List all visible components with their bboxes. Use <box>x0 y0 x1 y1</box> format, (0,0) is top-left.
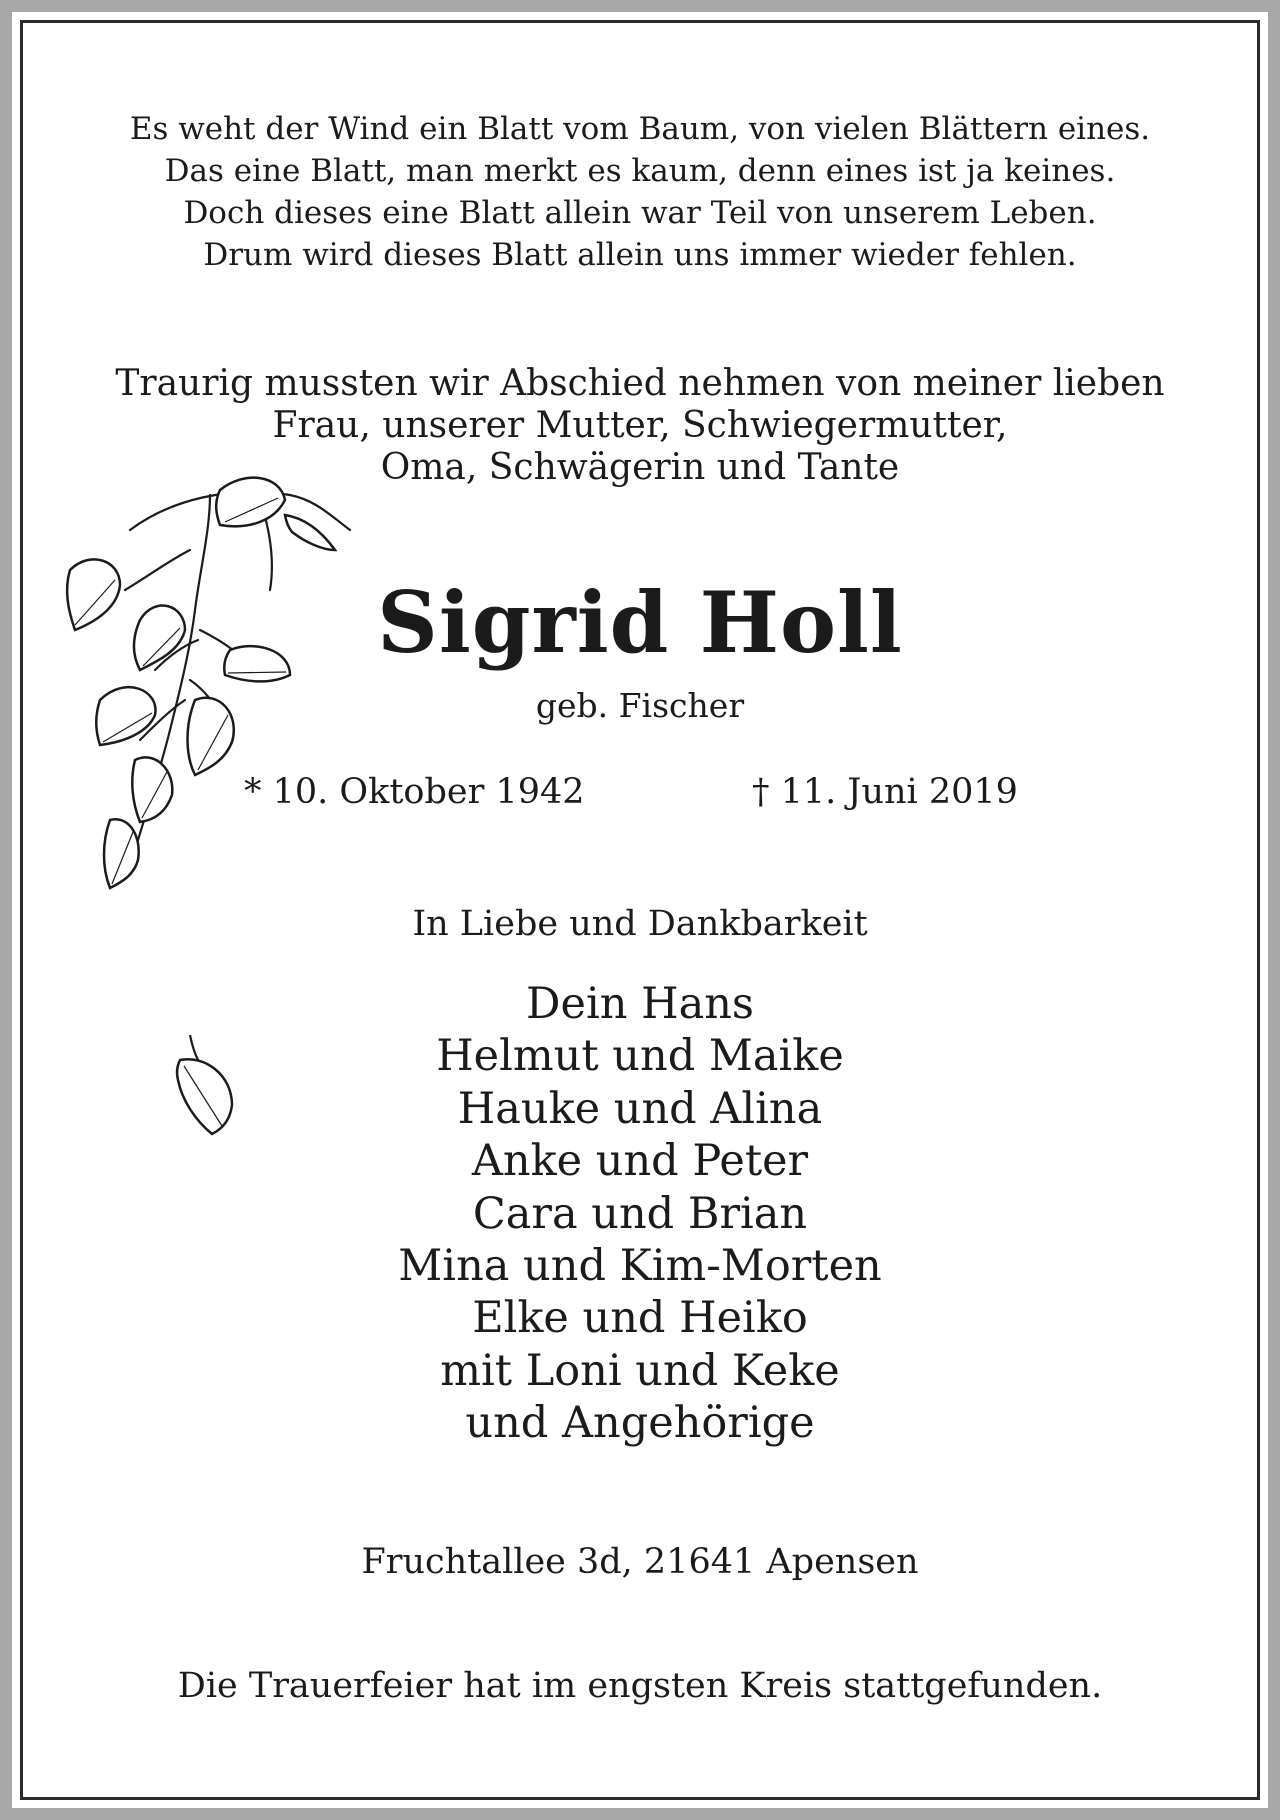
birth-name: geb. Fischer <box>535 686 745 725</box>
list-item: Cara und Brian <box>472 1188 808 1239</box>
list-item: und Angehörige <box>465 1398 815 1449</box>
poem-line: Doch dieses eine Blatt allein war Teil von unserem Leben. <box>183 195 1097 231</box>
birth-date: * 10. Oktober 1942 <box>244 772 585 812</box>
list-item: Dein Hans <box>526 979 754 1029</box>
poem-line: Das eine Blatt, man merkt es kaum, denn eines ist ja keines. <box>164 153 1116 189</box>
list-item: mit Loni und Keke <box>440 1345 840 1396</box>
birch-branch-icon <box>60 470 360 920</box>
intro-line: Oma, Schwägerin und Tante <box>380 447 900 488</box>
intro-line: Frau, unserer Mutter, Schwiegermutter, <box>272 405 1008 446</box>
list-item: Elke und Heiko <box>472 1293 808 1344</box>
list-item: Hauke und Alina <box>457 1083 823 1134</box>
poem-line: Es weht der Wind ein Blatt vom Baum, von vielen Blättern eines. <box>129 111 1151 147</box>
death-date: † 11. Juni 2019 <box>752 772 1018 812</box>
poem <box>23 108 1257 276</box>
list-item: Mina und Kim-Morten <box>398 1241 882 1292</box>
falling-leaf-icon <box>170 1030 250 1140</box>
funeral-note: Die Trauerfeier hat im engsten Kreis stattgefunden. <box>177 1666 1103 1706</box>
mourners-list <box>340 978 940 1450</box>
dedication: In Liebe und Dankbarkeit <box>412 904 868 944</box>
list-item: Anke und Peter <box>471 1136 809 1187</box>
intro-line: Traurig mussten wir Abschied nehmen von meiner lieben <box>115 363 1165 404</box>
address: Fruchtallee 3d, 21641 Apensen <box>361 1542 919 1582</box>
poem-line: Drum wird dieses Blatt allein uns immer wieder fehlen. <box>203 237 1077 273</box>
list-item: Helmut und Maike <box>436 1031 844 1082</box>
deceased-name: Sigrid Holl <box>377 573 903 672</box>
